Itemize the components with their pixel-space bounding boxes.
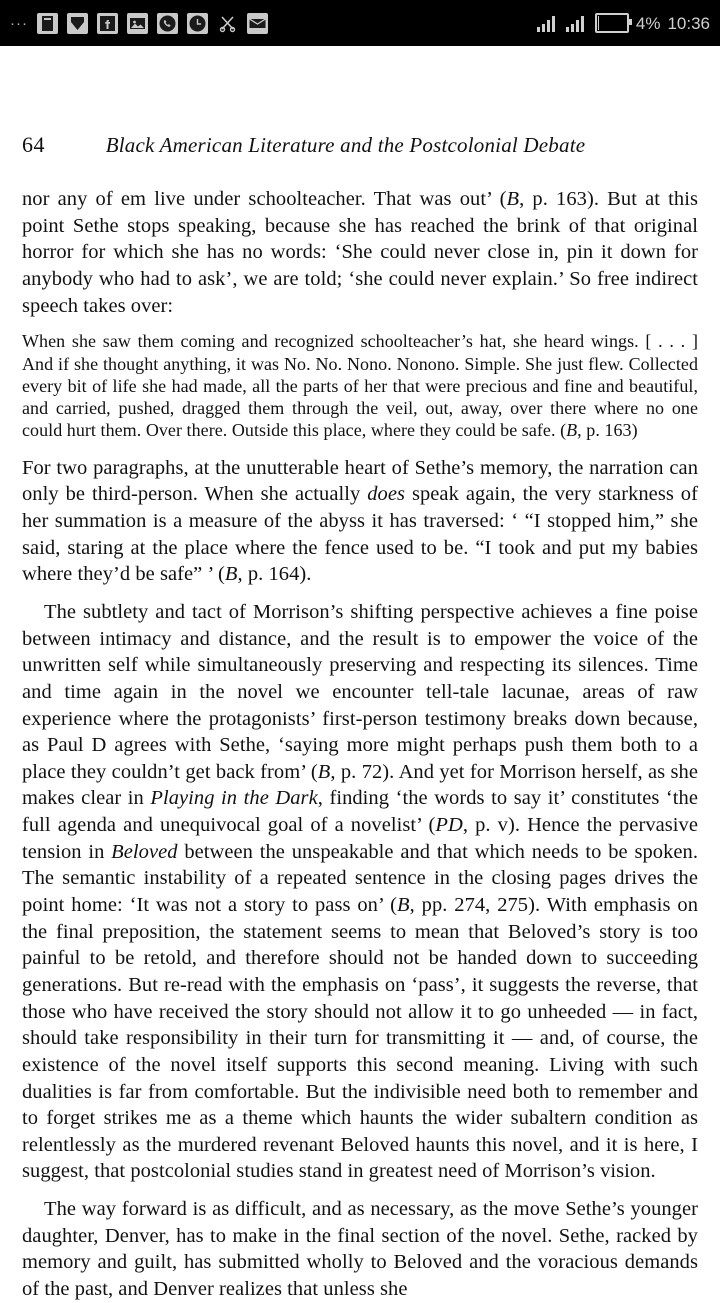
document-page [0,132,720,1303]
signal-bars-icon [537,14,559,32]
paragraph: The way forward is as difficult, and as necessary, as the move Sethe’s younger daughter, Denver, has to make in the final section of the novel. Sethe, racked by memory and guilt, has submitted wholly to Beloved and the voracious demands of the past, and Denver realizes that unless she [22,1198,698,1300]
mail-icon [247,13,268,34]
block-quote-text: When she saw them coming and recognized schoolteacher’s hat, she heard wings. [ . . . ] And if she thought anything, it was No. No. Nono. Nonono. Simple. She just flew. Collected every bit of life she had made, all the parts of her that were precious and fine and beautiful, and carried, pushed, dragged them through the veil, out, away, over there where no one could hurt them. Over there. Outside this place, where they could be safe. (B, p. 163) [22,331,698,441]
paragraph: nor any of em live under schoolteacher. That was out’ (B, p. 163). But at this point Sethe stops speaking, because she has reached the brink of that original horror for which she has no words: ‘She could never close in, pin it down for anybody who had to ask’, we are told; ‘she could never explain.’ So free indirect speech takes over: [22,188,698,317]
status-bar-right [537,13,710,33]
paragraph: The subtlety and tact of Morrison’s shifting perspective achieves a fine poise between intimacy and distance, and the result is to empower the voice of the unwritten self while simultaneously preserving and respecting its silences. Time and time again in the novel we encounter tell-tale lacunae, areas of raw experience where the protagonists’ first-person testimony breaks down because, as Paul D agrees with Sethe, ‘saying more might perhaps push them both to a place they couldn’t get back from’ (B, p. 72). And yet for Morrison herself, as she makes clear in Playing in the Dark, finding ‘the words to say it’ constitutes ‘the full agenda and unequivocal goal of a novelist’ (PD, p. v). Hence the pervasive tension in Beloved between the unspeakable and that which needs to be spoken. The semantic instability of a repeated sentence in the closing pages drives the point home: ‘It was not a story to pass on’ (B, pp. 274, 275). With emphasis on the final preposition, the statement seems to mean that Beloved’s story is too painful to be retold, and therefore should not be handed down to succeeding generations. But re-read with the emphasis on ‘pass’, it suggests the reverse, that those who have received the story should not allow it to go unheeded — in fact, should take responsibility in their turn for transmitting it — and, of course, the existence of the novel itself supports this second meaning. Living with such dualities is far from comfortable. But the indivisible need both to remember and to forget strikes me as a theme which haunts the wider subaltern condition as relentlessly as the murdered revenant Beloved haunts this novel, and it is here, I suggest, that postcolonial studies stand in greatest need of Morrison’s vision. [22,600,699,1183]
running-head-title: Black American Literature and the Postcolonial Debate [105,133,586,157]
status-bar-left-icons [10,13,268,34]
battery-icon [595,13,629,33]
status-bar [0,0,720,46]
battery-percent-label: 4% [635,13,661,33]
signal-bars-secondary-icon [566,14,588,32]
more-dots-icon: ··· [10,14,28,32]
paragraph: For two paragraphs, at the unutterable heart of Sethe’s memory, the narration can only be third-person. When she actually does speak again, the very starkness of her summation is a measure of the abyss it has traversed: ‘ “I stopped him,” she said, staring at the place where the fence used to be. “I took and put my babies where they’d be safe” ’ (B, p. 164). [22,456,698,586]
whatsapp-icon [157,13,178,34]
photo-icon [127,13,148,34]
clock-label: 10:36 [667,13,710,33]
shield-icon [67,13,88,34]
facebook-icon [97,13,118,34]
running-head [22,132,698,158]
page-body [22,186,698,1303]
clock-icon [187,13,208,34]
book-icon [37,13,58,34]
block-quote [22,330,698,442]
scissors-icon [217,13,238,34]
page-number: 64 [22,132,45,157]
